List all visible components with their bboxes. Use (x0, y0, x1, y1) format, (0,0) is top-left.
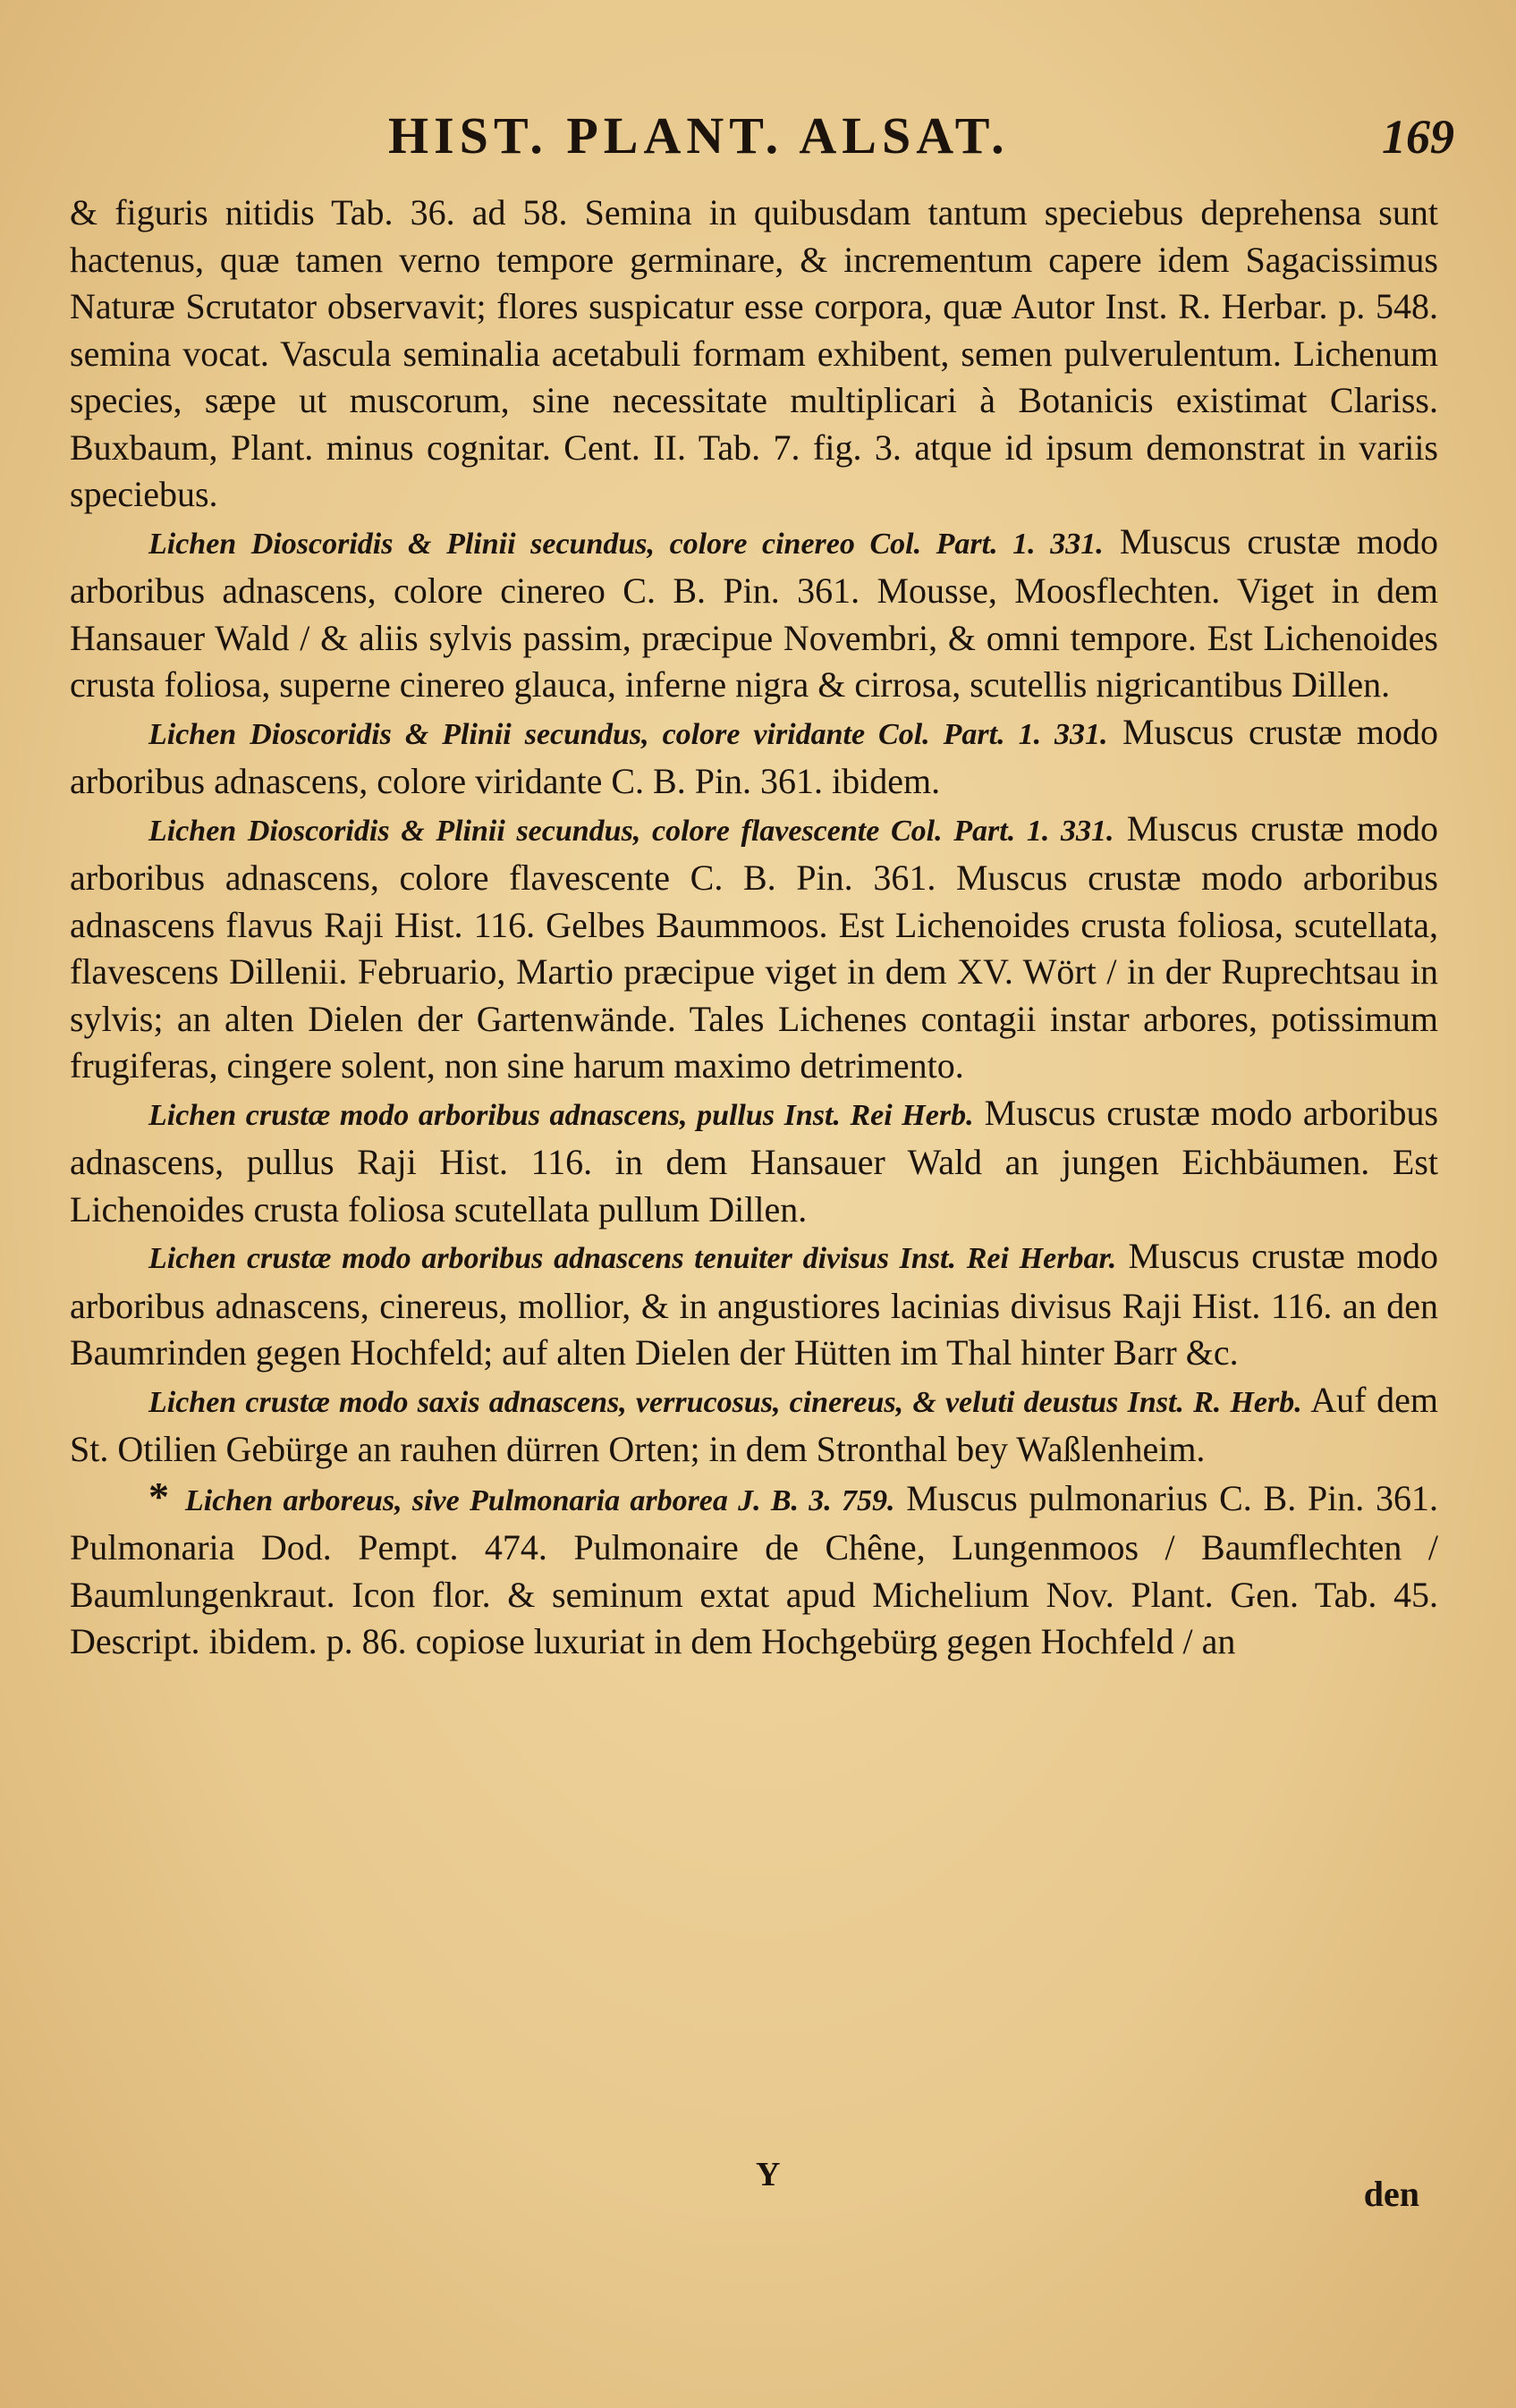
entry-text: Auf dem St. Otilien Gebürge an rauhen dürren Orten; in dem Stronthal bey Waßlenheim. (70, 1379, 1438, 1469)
entry-heading: Lichen Dioscoridis & Plinii secundus, colore viridante Col. Part. 1. 331. (148, 717, 1108, 751)
asterisk-mark: * (148, 1473, 169, 1519)
catchword: den (1363, 2174, 1419, 2214)
running-title: HIST. PLANT. ALSAT. (388, 106, 1010, 165)
entry-text: Muscus pulmonarius C. B. Pin. 361. Pulmonaria Dod. Pempt. 474. Pulmonaire de Chêne, Lungenmoos / Baumflechten / Baumlungenkraut. Icon flor. & seminum extat apud Michelium Nov. Plant. Gen. Tab. 45. Descript. ibidem. p. 86. copiose luxuriat in dem Hochgebürg gegen Hochfeld / an (70, 1477, 1439, 1661)
entry-5 (70, 1233, 1438, 1377)
entry-3 (70, 806, 1438, 1090)
entry-6 (70, 1377, 1438, 1474)
entry-heading: Lichen crustæ modo arboribus adnascens tenuiter divisus Inst. Rei Herbar. (148, 1242, 1117, 1275)
entry-7 (70, 1474, 1438, 1666)
entry-text: Muscus crustæ modo arboribus adnascens, colore viridante C. B. Pin. 361. ibidem. (70, 711, 1439, 801)
book-page (70, 89, 1454, 1666)
entry-heading: Lichen Dioscoridis & Plinii secundus, colore cinereo Col. Part. 1. 331. (148, 527, 1104, 561)
entry-heading: Lichen crustæ modo saxis adnascens, verrucosus, cinereus, & veluti deustus Inst. R. Herb. (148, 1385, 1302, 1419)
entry-heading (70, 1473, 895, 1519)
running-header (70, 89, 1454, 190)
entry-heading: Lichen Dioscoridis & Plinii secundus, colore flavescente Col. Part. 1. 331. (148, 814, 1114, 848)
entry-4 (70, 1090, 1438, 1234)
entry-text: Muscus crustæ modo arboribus adnascens, colore cinereo C. B. Pin. 361. Mousse, Moosflechten. Viget in dem Hansauer Wald / & aliis sylvis passim, præcipue Novembri, & omni tempore. Est Lichenoides crusta foliosa, superne cinereo glauca, inferne nigra & cirrosa, scutellis nigricantibus Dillen. (70, 520, 1439, 705)
entry-1 (70, 519, 1438, 709)
intro-paragraph: & figuris nitidis Tab. 36. ad 58. Semina in quibusdam tantum speciebus deprehensa sunt hactenus, quæ tamen verno tempore germinare, & incrementum capere idem Sagacissimus Naturæ Scrutator observavit; flores suspicatur esse corpora, quæ Autor Inst. R. Herbar. p. 548. semina vocat. Vascula seminalia acetabuli formam exhibent, semen pulverulentum. Lichenum species, sæpe ut muscorum, sine necessitate multiplicari à Botanicis existimat Clariss. Buxbaum, Plant. minus cognitar. Cent. II. Tab. 7. fig. 3. atque id ipsum demonstrat in variis speciebus. (70, 192, 1438, 514)
entry-heading-text: Lichen arboreus, sive Pulmonaria arborea J. B. 3. 759. (185, 1483, 895, 1517)
entry-text: Muscus crustæ modo arboribus adnascens, pullus Raji Hist. 116. in dem Hansauer Wald an jungen Eichbäumen. Est Lichenoides crusta foliosa scutellata pullum Dillen. (70, 1092, 1439, 1229)
page-body (70, 190, 1438, 1666)
entry-2 (70, 709, 1438, 806)
entry-text: Muscus crustæ modo arboribus adnascens, cinereus, mollior, & in angustiores lacinias divisus Raji Hist. 116. an den Baumrinden gegen Hochfeld; auf alten Dielen der Hütten im Thal hinter Barr &c. (70, 1236, 1438, 1373)
signature-mark: Y (756, 2156, 781, 2193)
entry-text: Muscus crustæ modo arboribus adnascens, colore flavescente C. B. Pin. 361. Muscus crustæ modo arboribus adnascens flavus Raji Hist. 116. Gelbes Baummoos. Est Lichenoides crusta foliosa, scutellata, flavescens Dillenii. Februario, Martio præcipue viget in dem XV. Wört / in der Ruprechtsau in sylvis; an alten Dielen der Gartenwände. Tales Lichenes contagii instar arbores, potissimum frugiferas, cingere solent, non sine harum maximo detrimento. (70, 807, 1439, 1086)
page-number: 169 (1382, 110, 1454, 164)
entry-heading: Lichen crustæ modo arboribus adnascens, pullus Inst. Rei Herb. (148, 1098, 974, 1132)
